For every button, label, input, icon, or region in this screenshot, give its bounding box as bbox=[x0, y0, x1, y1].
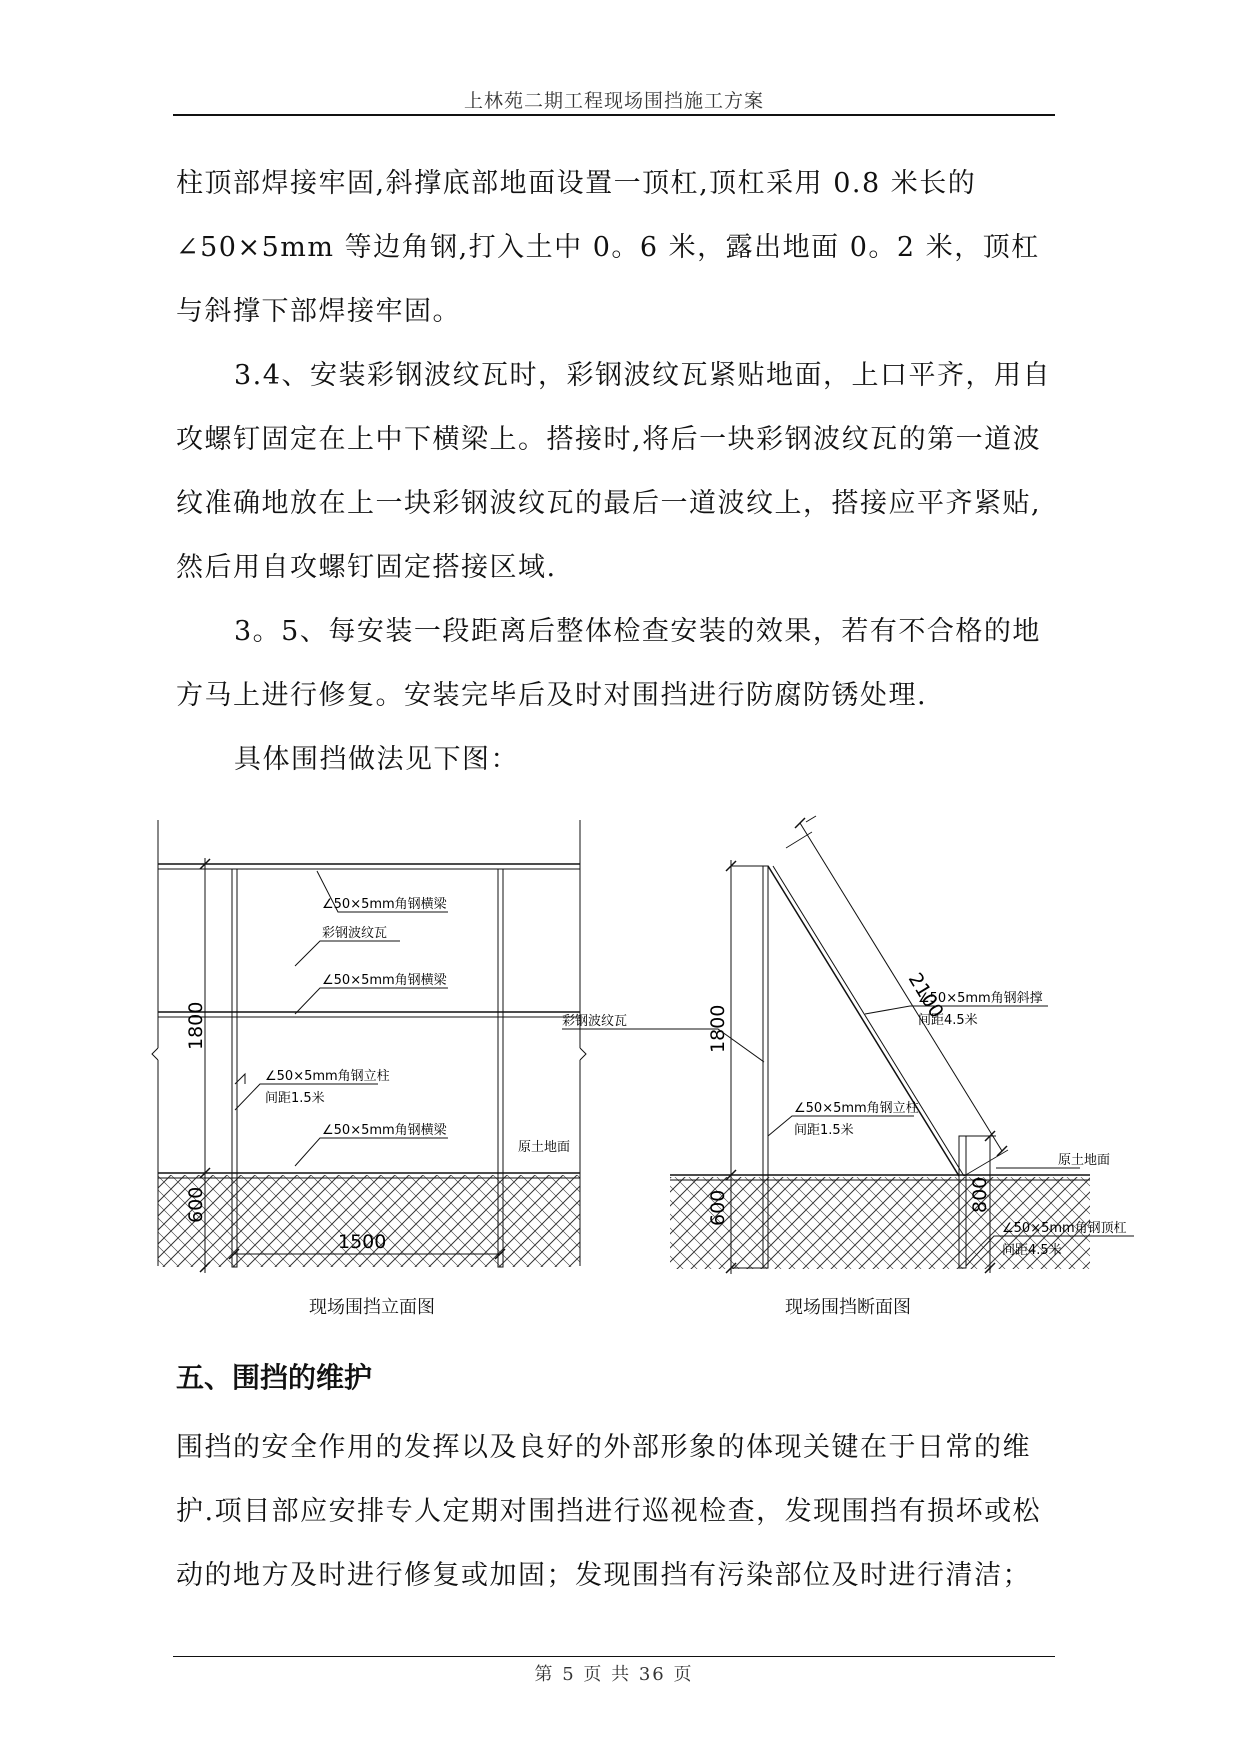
caption-section: 现场围挡断面图 bbox=[785, 1297, 911, 1318]
label-ground: 原土地面 bbox=[1058, 1153, 1111, 1168]
label-stake: ∠50×5mm角钢顶杠 bbox=[1002, 1221, 1127, 1236]
label-post: ∠50×5mm角钢立柱 bbox=[794, 1101, 919, 1116]
section-heading: 五、围挡的维护 bbox=[176, 1361, 373, 1394]
body-text-top bbox=[176, 152, 1056, 792]
dim-span: 1500 bbox=[338, 1231, 387, 1253]
header-divider bbox=[173, 114, 1055, 116]
label-stake-spacing: 间距4.5米 bbox=[1002, 1243, 1062, 1258]
label-brace: ∠50×5mm角钢斜撑 bbox=[918, 991, 1043, 1006]
soil-hatch bbox=[158, 1175, 580, 1267]
label-bottom-beam: ∠50×5mm角钢横梁 bbox=[322, 1123, 447, 1138]
dim-depth: 600 bbox=[707, 1189, 729, 1226]
page-header-title: 上林苑二期工程现场围挡施工方案 bbox=[463, 90, 764, 112]
dim-height: 1800 bbox=[185, 1001, 207, 1050]
dim-stake-length: 800 bbox=[969, 1176, 991, 1213]
label-post-spacing: 间距1.5米 bbox=[265, 1091, 325, 1106]
label-post: ∠50×5mm角钢立柱 bbox=[265, 1069, 390, 1084]
section-svg bbox=[562, 818, 1144, 1288]
paragraph: 3。5、每安装一段距离后整体检查安装的效果，若有不合格的地方马上进行修复。安装完毕后及时对围挡进行防腐防锈处理. bbox=[176, 616, 1041, 711]
label-post-spacing: 间距1.5米 bbox=[794, 1123, 854, 1138]
dim-brace-length: 2100 bbox=[903, 969, 948, 1022]
paragraph: 3.4、安装彩钢波纹瓦时，彩钢波纹瓦紧贴地面，上口平齐，用自攻螺钉固定在上中下横梁上。搭接时,将后一块彩钢波纹瓦的第一道波纹准确地放在上一块彩钢波纹瓦的最后一道波纹上，搭接应平齐紧贴,然后用自攻螺钉固定搭接区域. bbox=[176, 360, 1051, 583]
label-middle-beam: ∠50×5mm角钢横梁 bbox=[322, 973, 447, 988]
dim-depth: 600 bbox=[185, 1186, 207, 1223]
caption-elevation: 现场围挡立面图 bbox=[309, 1297, 435, 1318]
footer-divider bbox=[173, 1656, 1055, 1657]
paragraph: 围挡的安全作用的发挥以及良好的外部形象的体现关键在于日常的维护.项目部应安排专人定期对围挡进行巡视检查，发现围挡有损坏或松动的地方及时进行修复或加固；发现围挡有污染部位及时进行清洁； bbox=[176, 1432, 1042, 1591]
elevation-svg bbox=[150, 818, 590, 1288]
section-drawing bbox=[562, 818, 1144, 1292]
label-panel: 彩钢波纹瓦 bbox=[322, 926, 388, 941]
label-top-beam: ∠50×5mm角钢横梁 bbox=[322, 897, 447, 912]
label-panel: 彩钢波纹瓦 bbox=[562, 1014, 628, 1029]
page-number: 第 5 页 共 36 页 bbox=[534, 1664, 694, 1685]
elevation-drawing bbox=[150, 818, 590, 1292]
paragraph: 具体围挡做法见下图： bbox=[234, 744, 519, 775]
label-brace-spacing: 间距4.5米 bbox=[918, 1013, 978, 1028]
body-text-bottom bbox=[176, 1416, 1056, 1608]
label-ground: 原土地面 bbox=[518, 1140, 571, 1155]
paragraph: 柱顶部焊接牢固,斜撑底部地面设置一顶杠,顶杠采用 0.8 米长的∠50×5mm 等边角钢,打入土中 0。6 米，露出地面 0。2 米，顶杠与斜撑下部焊接牢固。 bbox=[176, 168, 1040, 327]
dim-height: 1800 bbox=[707, 1004, 729, 1053]
